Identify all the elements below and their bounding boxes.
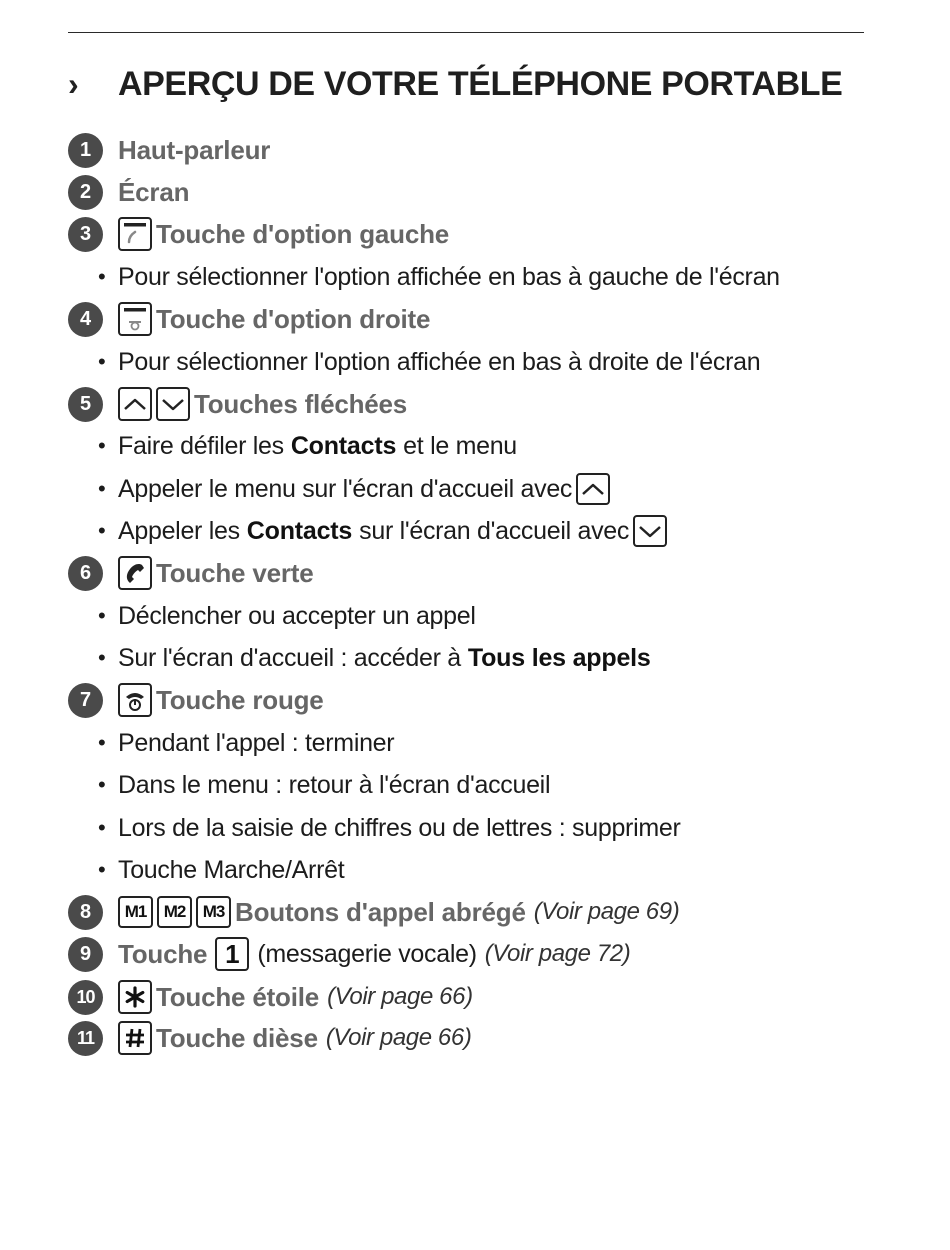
hash-key-icon <box>118 1021 152 1055</box>
bullet-text: Pendant l'appel : terminer <box>118 728 395 757</box>
item-label: Écran <box>118 176 190 207</box>
bullet-item <box>98 725 394 761</box>
bullet-dot: • <box>98 857 106 882</box>
bullet-dot: • <box>98 815 106 840</box>
page-reference: (Voir page 69) <box>533 898 680 925</box>
item-label: Touches fléchées <box>194 388 408 419</box>
bullet-item <box>98 428 517 464</box>
m1-key-icon: M1 <box>118 896 153 928</box>
arrow-down-key-icon <box>633 515 667 547</box>
bullet-item <box>98 810 681 846</box>
arrow-up-key-icon <box>576 473 610 505</box>
bullet-text: Appeler le menu sur l'écran d'accueil avec <box>118 474 573 503</box>
bullet-dot: • <box>98 349 106 374</box>
bullet-text: Pour sélectionner l'option affichée en bas à gauche de l'écran <box>118 262 780 291</box>
item-label: Touche d'option droite <box>156 303 431 334</box>
bullet-dot: • <box>98 264 106 289</box>
section-heading <box>68 60 842 108</box>
item-note: (messagerie vocale) <box>257 939 477 968</box>
item-label: Touche dièse <box>156 1022 318 1053</box>
bullet-text: Touche Marche/Arrêt <box>118 855 345 884</box>
item-number: 9 <box>68 937 103 972</box>
bullet-dot: • <box>98 433 106 458</box>
list-item <box>68 385 407 423</box>
list-item <box>68 131 270 169</box>
bullet-text: Sur l'écran d'accueil : accéder à <box>118 643 461 672</box>
item-number: 1 <box>68 133 103 168</box>
item-label: Touche étoile <box>156 981 320 1012</box>
item-number: 3 <box>68 217 103 252</box>
bullet-item <box>98 640 658 676</box>
bullet-text: et le menu <box>403 431 517 460</box>
m2-key-icon: M2 <box>157 896 192 928</box>
bullet-item <box>98 852 344 888</box>
list-item <box>68 173 189 211</box>
item-label: Haut-parleur <box>118 134 271 165</box>
list-item <box>68 1019 471 1057</box>
bullet-item <box>98 259 780 295</box>
item-label: Boutons d'appel abrégé <box>235 896 526 927</box>
list-item <box>68 215 449 253</box>
bullet-text: Faire défiler les <box>118 431 284 460</box>
left-softkey-icon <box>118 217 152 251</box>
item-number: 7 <box>68 683 103 718</box>
bullet-text: Lors de la saisie de chiffres ou de lettres : supprimer <box>118 813 681 842</box>
top-rule <box>68 32 864 33</box>
bullet-dot: • <box>98 730 106 755</box>
arrow-up-key-icon <box>118 387 152 421</box>
list-item <box>68 978 473 1016</box>
bullet-item <box>98 471 614 507</box>
bullet-dot: • <box>98 603 106 628</box>
page-reference: (Voir page 72) <box>484 940 631 967</box>
key-1-icon: 1 <box>215 937 249 971</box>
bullet-dot: • <box>98 645 106 670</box>
bullet-item <box>98 344 760 380</box>
bullet-item <box>98 767 550 803</box>
bullet-text: Déclencher ou accepter un appel <box>118 601 476 630</box>
bullet-bold: Contacts <box>246 516 353 545</box>
page-reference: (Voir page 66) <box>327 983 473 1010</box>
item-number: 4 <box>68 302 103 337</box>
item-label: Touche d'option gauche <box>156 218 450 249</box>
bullet-text: Appeler les <box>118 516 240 545</box>
item-number: 6 <box>68 556 103 591</box>
bullet-item <box>98 513 671 549</box>
bullet-item <box>98 598 476 634</box>
red-end-key-icon <box>118 683 152 717</box>
bullet-dot: • <box>98 476 106 501</box>
chevron-right-icon: › <box>68 65 79 102</box>
list-item <box>68 300 430 338</box>
list-item <box>68 554 314 592</box>
m3-key-icon: M3 <box>196 896 231 928</box>
list-item <box>68 681 324 719</box>
bullet-bold: Contacts <box>290 431 397 460</box>
item-label: Touche verte <box>156 557 314 588</box>
page-reference: (Voir page 66) <box>325 1024 472 1051</box>
bullet-text: Pour sélectionner l'option affichée en bas à droite de l'écran <box>118 347 761 376</box>
bullet-text: Dans le menu : retour à l'écran d'accueil <box>118 770 551 799</box>
bullet-text: sur l'écran d'accueil avec <box>359 516 630 545</box>
list-item <box>68 893 679 931</box>
green-call-key-icon <box>118 556 152 590</box>
bullet-dot: • <box>98 772 106 797</box>
item-number: 11 <box>68 1021 103 1056</box>
item-number: 8 <box>68 895 103 930</box>
item-label: Touche <box>118 938 208 969</box>
item-number: 5 <box>68 387 103 422</box>
bullet-bold: Tous les appels <box>467 643 651 672</box>
right-softkey-icon <box>118 302 152 336</box>
arrow-down-key-icon <box>156 387 190 421</box>
item-number: 10 <box>68 980 103 1015</box>
item-label: Touche rouge <box>156 684 324 715</box>
bullet-dot: • <box>98 518 106 543</box>
list-item <box>68 935 630 973</box>
star-key-icon <box>118 980 152 1014</box>
page-title: APERÇU DE VOTRE TÉLÉPHONE PORTABLE <box>118 64 843 103</box>
item-number: 2 <box>68 175 103 210</box>
